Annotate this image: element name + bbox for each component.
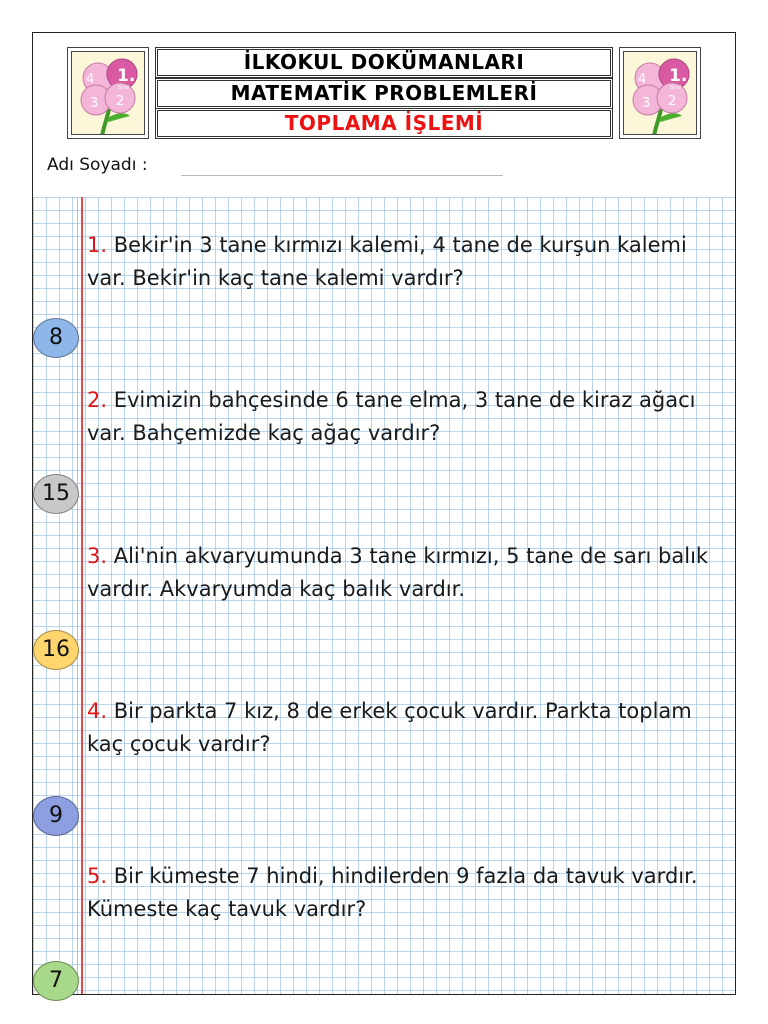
svg-text:Sınıf: Sınıf bbox=[118, 85, 129, 91]
problem-number: 2. bbox=[87, 388, 108, 412]
answer-badge-3: 16 bbox=[33, 630, 79, 670]
clover-flower-icon bbox=[624, 52, 697, 135]
problem-text: Bir parkta 7 kız, 8 de erkek çocuk vardır. Parkta toplam kaç çocuk vardır? bbox=[87, 699, 692, 756]
grid-paper bbox=[33, 197, 735, 994]
logo-number: 1. bbox=[669, 66, 688, 86]
problem-number: 1. bbox=[87, 233, 108, 257]
svg-text:2: 2 bbox=[116, 94, 125, 109]
problem-number: 5. bbox=[87, 864, 108, 888]
problem-number: 4. bbox=[87, 699, 108, 723]
clover-logo-right bbox=[619, 47, 701, 139]
problem-4 bbox=[87, 695, 727, 761]
name-input-line[interactable] bbox=[181, 175, 503, 176]
svg-text:4: 4 bbox=[86, 72, 95, 87]
problem-3 bbox=[87, 540, 727, 606]
answer-badge-5: 7 bbox=[33, 961, 79, 1001]
svg-text:2: 2 bbox=[668, 94, 677, 109]
problem-text: Evimizin bahçesinde 6 tane elma, 3 tane de kiraz ağacı var. Bahçemizde kaç ağaç vardır? bbox=[87, 388, 696, 445]
answer-badge-1: 8 bbox=[33, 318, 79, 358]
problem-text: Ali'nin akvaryumunda 3 tane kırmızı, 5 tane de sarı balık vardır. Akvaryumda kaç balık vardır. bbox=[87, 544, 709, 601]
clover-logo-left bbox=[67, 47, 149, 139]
name-label: Adı Soyadı : bbox=[47, 155, 148, 175]
title-box bbox=[157, 47, 611, 139]
problem-number: 3. bbox=[87, 544, 108, 568]
clover-flower-icon bbox=[72, 52, 145, 135]
title-line-3: TOPLAMA İŞLEMİ bbox=[157, 110, 611, 137]
answer-badge-2: 15 bbox=[33, 474, 79, 514]
logo-number: 1. bbox=[117, 66, 136, 86]
worksheet bbox=[32, 32, 736, 995]
problem-1 bbox=[87, 229, 727, 295]
svg-text:Sınıf: Sınıf bbox=[670, 85, 681, 91]
margin-line-inner bbox=[77, 197, 78, 994]
header bbox=[67, 47, 701, 139]
title-line-1: İLKOKUL DOKÜMANLARI bbox=[157, 49, 611, 76]
margin-line bbox=[81, 197, 83, 994]
problem-text: Bekir'in 3 tane kırmızı kalemi, 4 tane de kurşun kalemi var. Bekir'in kaç tane kalemi vardır? bbox=[87, 233, 687, 290]
problem-5 bbox=[87, 860, 727, 926]
svg-text:4: 4 bbox=[638, 72, 647, 87]
svg-text:3: 3 bbox=[90, 96, 99, 111]
svg-text:3: 3 bbox=[642, 96, 651, 111]
problem-2 bbox=[87, 384, 727, 450]
answer-badge-4: 9 bbox=[33, 796, 79, 836]
title-line-2: MATEMATİK PROBLEMLERİ bbox=[157, 80, 611, 107]
problem-text: Bir kümeste 7 hindi, hindilerden 9 fazla da tavuk vardır. Kümeste kaç tavuk vardır? bbox=[87, 864, 698, 921]
